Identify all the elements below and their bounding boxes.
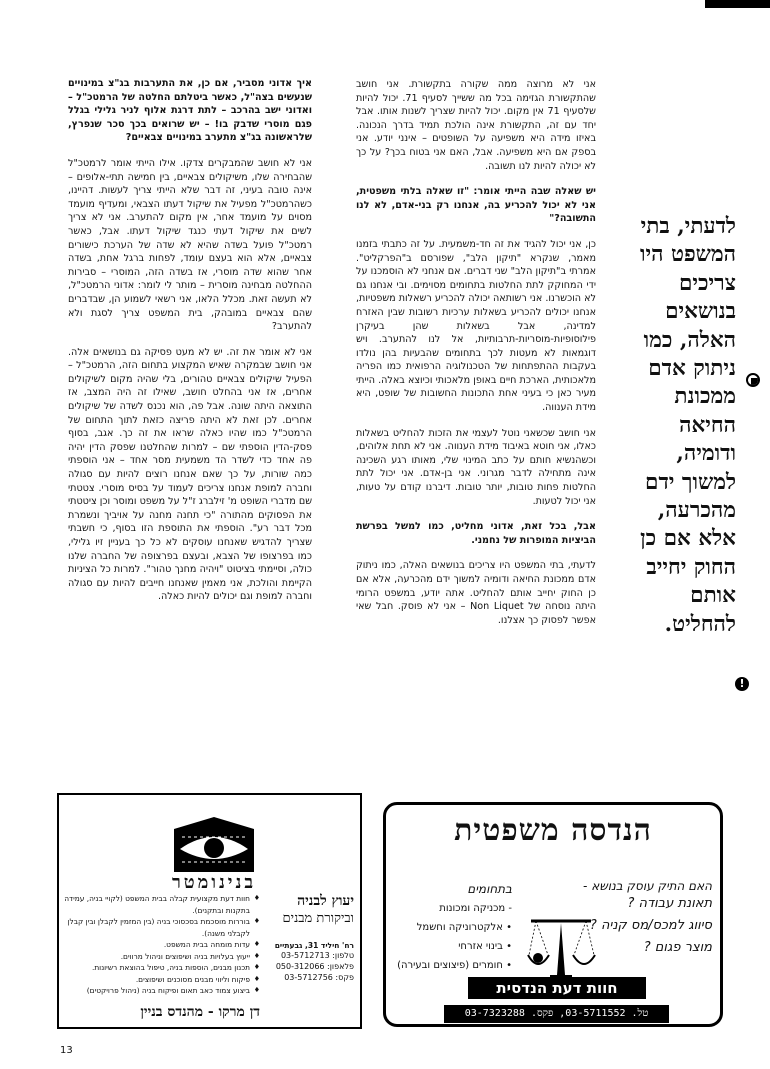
page-number: 13 — [60, 1045, 73, 1056]
interview-answer: אני לא חושב שהמבקרים צדקו. אילו הייתי אומר לרמטכ"ל שהבחירה שלו, משיקולים צבאיים, בין חמישה תתי-אלופים – אינה טובה בעיני, זה דבר שלא הייתי צריך לעשות. דהיינו, כשהרמטכ"ל מפעיל את שיקול דעתו הצבאי, ומעדיף מועמד מסוים על מועמד אחר, אין מקום להתערב. אני לא צריך לשים את שיקול דעתי כנגד שיקול דעתו. אבל, כאשר רמטכ"ל פועל בשדה שהיא לא שדה של הערכת כישורים צבאיים, אלא הוא בעצם עומד, לפחות ברגל אחת, בשדה אחר שהוא שדה מוסרי, אז בשדה הזה, המוסרי – סבירות ההחלטה מבחינה מוסרית – מותר לי לומר: אדוני הרמטכ"ל, לא תעשה זאת. מכלל הלאו, אני רשאי לשמוע הן, שבדברים שהם צבאיים במובהק, בית המשפט צריך לסגת ולא להתערב? — [68, 157, 312, 333]
ad-legal-engineering — [383, 802, 723, 1027]
service-item: ♦ ביצוע צמוד כאב תאום ופיקוח בניה (ניהול פרויקטים) — [62, 985, 260, 997]
scales-of-justice-icon — [526, 913, 596, 983]
service-item: ♦ ייעוץ בעלויות בניה ושיפוצים וניהול מרווים. — [62, 951, 260, 963]
article-column-left — [68, 77, 312, 616]
ad-banner: חוות דעת הנדסית — [468, 977, 646, 999]
eye-logo-icon — [174, 817, 254, 872]
service-item: ♦ תכנון מבנים, הוספות בניה, טיפול בהוצאת רשיונות. — [62, 962, 260, 974]
ad-signature: דן מרקו - מהנדס בניין — [140, 1004, 260, 1020]
ad-contact: טלפון: 03-5712713 — [280, 951, 354, 960]
exclamation-icon: ! — [735, 677, 749, 691]
ad-address: רח' חיליד 31, גבעתיים — [274, 941, 354, 950]
interview-answer: לדעתי, בתי המשפט היו צריכים בנושאים האלה, כמו ניתוק אדם ממכונת החיאה ודומיה למשוך ידם מהכרעה, אלא אם כן החוק יחייב אותם להחליט. אתה יודע, במשפט הרומי היתה נוסחה של Non Liquet – אני לא פוסק. חבל שאי אפשר לפסוק כך אצלנו. — [356, 560, 596, 626]
interview-answer: אני לא אומר את זה. יש לא מעט פסיקה גם בנושאים אלה. אני חושב שבמקרה שאיש המקצוע בתחום הזה, הרמטכ"ל – הפעיל שיקולים צבאיים טהורים, בלי שהיה מקום לשיקולים אחרים, אז אני בהחלט חושב, שאילו זה היה המצב, אז התוצאה היתה שונה. אבל פה, הוא נכנס לשדה של שיקולים אחרים. לכן זאת לא היתה פריצה כזאת לתוך התחום של הרמטכ"ל כמו שהיו כאלה שראו את זה כך. אגב, בסוף פסק-הדין הוספתי שם – למרות שהחלטנו שפסק הדין יהיה פה אחד כדי לשדר הד משמעית מסר אחד – אני הוספתי כמה שורות, על כך שאם אנחנו רוצים להיות עם סגולה וחברה למופת אנחנו צריכים לעמוד על בסיס מוסרי. צטטתי שם מדברי השופט מ' זילברג ז"ל על משפט ומוסר וכן ציטטתי את הפסוקים מהתורה "כי תחנה מחנה על אויביך ונשמרת מכל דבר רע". הוספתי את התוספת הזו בסוף, כי חשבתי שצריך להדגיש שאנחנו עוסקים לא כל כך בעניין זיו גלילי, כמו בפרצופו של הצבא, ובעצם בפרצופה של החברה שלנו כולה, וסיימתי בציטוט "ויהיה מחנך טהור". למרות כל הציניות הקיימת והולכת, אני מאמין שאנחנו חייבים להיות עם סגולה וחברה למופת וגם יכולים להיות כאלה. — [68, 346, 312, 603]
ad-binyanometer — [57, 793, 362, 1029]
service-item: ♦ עדות מומחה בבית המשפט. — [62, 939, 260, 951]
ad-side-subtitle: וביקורת מבנים — [282, 911, 354, 926]
scan-edge-bar — [705, 0, 770, 8]
ad-side-title: יעוץ לבניה — [297, 893, 354, 909]
ad-field: • בינוי אזרחי — [458, 941, 512, 952]
interview-question: איך אדוני מסביר, אם כן, את התערבות בג"צ במינויים שנעשים בצה"ל, כאשר ביטלתם החלטה של הרמטכ"ל – ואדוני ישב בהרכב – לתת דרגת אלוף לניר גלילי בגלל פגם מוסרי שדבק בו! – יש שרואים בכך סכר שנפרץ, שלראשונה בג"צ מתערב במינויים צבאיים? — [68, 78, 312, 144]
ad-question: מוצר פגום ? — [643, 940, 712, 955]
interview-question: אבל, בכל זאת, אדוני מחליט, כמו למשל בפרשת הביציות המופרות של נחמני. — [356, 521, 596, 546]
service-item: ♦ בוררות מוסכמת בסכסוכי בניה (בין המזמין לקבלן ובין קבלן לקבלני משנה). — [62, 916, 260, 939]
half-circle-icon — [746, 373, 760, 387]
ad-question-heading: האם התיק עוסק בנושא - — [583, 879, 712, 893]
ad-contact-block — [264, 893, 354, 983]
services-list — [62, 893, 260, 997]
pull-quote: לדעתי, בתי המשפט היו צריכים בנושאים האלה, כמו ניתוק אדם ממכונת החיאה ודומיה, למשוך ידם מהכרעה, אלא אם כן החוק יחייב אותם להחליט. — [639, 214, 736, 637]
article-column-middle — [356, 78, 596, 639]
ad-fields-heading: בתחומים — [467, 882, 512, 896]
ad-phone: טל. 03-5711552, פקס. 03-7323288 — [444, 1005, 669, 1023]
interview-answer: אני חושב שכשאני נוטל לעצמי את הזכות להחליט בשאלות כאלו, אני חוטא באיבוד מידת הענווה. אני לא תחת אלוהים, וכשהנשיא חותם על כתב המינוי שלי, מאותו רגע השכינה אינה מתחילה לדבר מגרוני. אני בן-אדם. אני יכול לתת החלטות פחות טובות, יותר טובות. דיברנו קודם על טעות, אני יכול לטעות. — [356, 427, 596, 507]
interview-question: יש שאלה שבה הייתי אומר: "זו שאלה בלתי משפטית, אני לא יכול להכריע בה, אנחנו רק בני-אדם, לא לנו התשובה?" — [356, 186, 596, 225]
ad-field: - מכניקה ומכונות — [439, 903, 512, 914]
service-item: ♦ פיקוח וליווי מבנים מסוכנים ושיפוצים. — [62, 974, 260, 986]
ad-question: תאונת עבודה ? — [627, 896, 712, 911]
service-item: ♦ חוות דעת מקצועית קבלה בבית המשפט (לקויי בניה, עמידה בתקנות ובתקנים). — [62, 893, 260, 916]
interview-answer: אני לא מרוצה ממה שקורה בתקשורת. אני חושב שהתקשורת הגזימה בכל מה ששייך לסעיף 71. יכול להיות שלסעיף 71 אין מקום. יכול להיות שצריך לשנות אותו. אבל יחד עם זה, התקשורת אינה הולכת תמיד בדרך הנכונה. באיזו מידה היא משפיעה על השופטים – אינני יודע. אני בספק אם היא משפיעה. אבל, האם אני בטוח בכך? על כך לא יכולה להיות לנו תשובה. — [356, 79, 596, 172]
ad-questions — [582, 879, 712, 959]
ad-question: סיווג למכס/מס קניה ? — [589, 918, 712, 933]
ad-field: • אלקטרוניקה וחשמל — [416, 922, 512, 933]
ad-field: • חומרים (פיצוצים ובעירה) — [397, 960, 512, 971]
ad-contact: פלאפון: 050-312066 — [275, 962, 354, 971]
ad-title: הנדסה משפטית — [454, 813, 652, 848]
ad-fields — [394, 879, 512, 975]
interview-answer: כן, אני יכול להגיד את זה חד-משמעית. על זה כתבתי בזמנו מאמר, שנקרא "תיקון הלב", שפורסם ב"הפרקליט". אמרתי ב"תיקון הלב" שני דברים. אם אנחני לא הוסמכנו על ידי המחוקק לתת החלטות בתחומים מסוימים. ובי אנחנו גם לא הוכשרנו. אני רשותאה יכולה להכריע רשאלות משפטיות, אנחנו יכולים להכריע בשאלות ערכיות רשובות שבין האזרח למדינה, אבל בשאלות שהן בעיקרן פילוסופיות-מוסריות-תרבותיות, אל לנו להתערב. ויש דוגמאות לא מעטות לכך בתחומים שהבעיות בהן נולדו בעקבות ההתפתחות של הטכנולוגיה הרפואית כמו הפריה מלאכותית, הארכת חיים באופן מלאכותי וכיוצא באלה. הייתי מעיר כאן כי בעיני אחת התכונות החשובות של שופט, היא מידת הענווה. — [356, 238, 596, 414]
brand-name: בנינומטר — [171, 872, 257, 893]
ad-contact: פקס: 03-5712756 — [284, 973, 354, 982]
